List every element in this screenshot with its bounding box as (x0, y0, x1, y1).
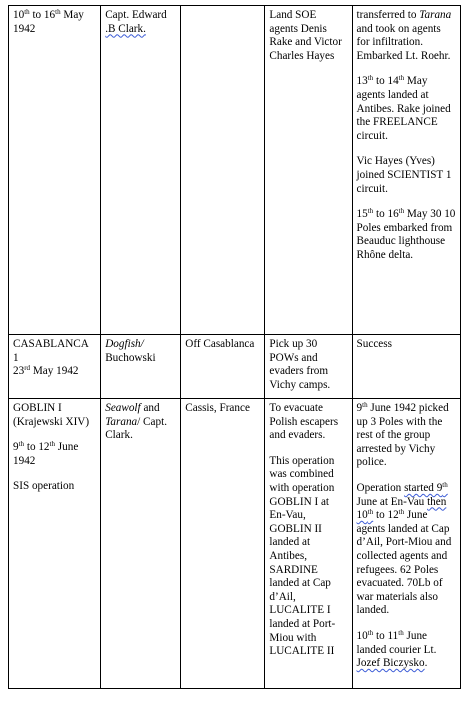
date-text: 9 (13, 441, 19, 454)
outcome-text: June at En-Vau (356, 495, 428, 508)
superscript: th (398, 628, 404, 637)
ship-cell (101, 6, 181, 335)
vessel-name: Tarana (419, 9, 452, 21)
superscript: th (398, 74, 405, 83)
spellcheck-mark (404, 482, 448, 494)
outcome-text: 10 (356, 509, 368, 522)
date-text: June (54, 441, 79, 454)
date-text: to 16 (29, 9, 56, 21)
spellcheck-mark (357, 509, 374, 521)
date-cell (9, 335, 101, 399)
date-year: 1942 (13, 454, 36, 467)
outcome-text: June 1942 picked up 3 Poles with the rest of the group arrested by Vichy police. (356, 402, 449, 469)
purpose-text: Land SOE agents Denis Rake and Victor Charles Hayes (269, 9, 342, 62)
table-row (9, 6, 461, 335)
spellcheck-mark: then (427, 495, 447, 508)
superscript: th (24, 8, 30, 16)
superscript: th (367, 628, 374, 637)
purpose-paragraph: To evacuate Polish escapers and evaders. (269, 402, 339, 442)
superscript: th (442, 480, 448, 489)
date-text (13, 441, 96, 468)
outcome-text: transferred to (356, 9, 420, 21)
outcome-text: to 16 (373, 208, 399, 221)
ship-cell (101, 335, 181, 399)
outcome-paragraph (357, 9, 456, 63)
outcome-text: to 14 (373, 75, 399, 88)
outcome-text: May agents landed at Antibes. Rake joined the FREELANCE circuit. (356, 75, 451, 142)
ship-text: Capt. Edward (105, 9, 167, 21)
spellcheck-mark: Jozef Biczysko (356, 657, 425, 670)
ship-cell (101, 399, 181, 689)
purpose-cell (265, 335, 352, 399)
outcome-paragraph (357, 75, 456, 143)
superscript: th (362, 401, 368, 409)
outcome-text: 15 (356, 208, 368, 221)
date-text: to 12 (24, 441, 50, 454)
outcome-text: to 11 (373, 629, 399, 642)
area-cell (181, 6, 265, 335)
ship-text: and (140, 402, 160, 414)
outcome-text: Success (356, 338, 392, 350)
ship-text: Buchowski (105, 351, 156, 364)
area-cell (181, 399, 265, 689)
outcome-cell (352, 6, 460, 335)
operations-table (8, 5, 461, 689)
outcome-paragraph: Vic Hayes (Yves) joined SCIENTIST 1 circuit. (356, 155, 452, 195)
superscript: th (367, 207, 374, 216)
outcome-text: 10 (356, 629, 368, 642)
superscript: th (49, 440, 55, 449)
operation-name: GOBLIN I (Krajewski XIV) (13, 402, 90, 428)
superscript: th (367, 508, 374, 517)
outcome-paragraph (357, 482, 456, 618)
outcome-text: 9 (356, 402, 363, 414)
vessel-name: Seawolf (105, 402, 141, 414)
superscript: th (398, 207, 405, 216)
superscript: th (367, 74, 374, 83)
outcome-paragraph (357, 402, 456, 470)
ship-text: .B Clark. (105, 22, 146, 35)
date-cell (9, 399, 101, 689)
superscript: th (55, 8, 61, 16)
outcome-cell (352, 335, 460, 399)
outcome-text: June landed courier Lt. (356, 629, 437, 656)
purpose-paragraph: This operation was combined with operation GOBLIN I at En-Vau, GOBLIN II landed at Antibes, SARDINE landed at Cap d’Ail, LUCALITE I landed at Port-Miou with LUCALITE II (269, 454, 336, 658)
ship-text: / Capt. Clark. (105, 415, 167, 442)
operation-type: SIS operation (13, 480, 75, 493)
purpose-text: Pick up 30 POWs and evaders from Vichy camps. (269, 338, 331, 391)
outcome-text: started 9 (404, 481, 443, 494)
outcome-paragraph (357, 208, 456, 262)
outcome-text: and took on agents for infiltration. Embarked Lt. Roehr. (356, 22, 451, 62)
date-cell (9, 6, 101, 335)
outcome-text: . (424, 657, 428, 670)
outcome-text: Operation (356, 481, 405, 494)
outcome-paragraph (357, 630, 456, 671)
table-row (9, 399, 461, 689)
superscript: th (398, 508, 405, 517)
vessel-name: Dogfish/ (105, 338, 144, 350)
outcome-text: 13 (356, 75, 368, 88)
area-text: Cassis, France (185, 402, 250, 414)
date-text: 23 (13, 365, 25, 378)
purpose-cell (265, 6, 352, 335)
area-cell (181, 335, 265, 399)
superscript: th (18, 440, 25, 449)
superscript: rd (24, 364, 31, 373)
operation-name: CASABLANCA 1 (13, 338, 89, 364)
area-text: Off Casablanca (185, 338, 255, 350)
date-text: May 1942 (30, 365, 79, 378)
outcome-cell (352, 399, 460, 689)
date-text: May (60, 9, 84, 21)
date-text: 10 (13, 9, 25, 21)
outcome-text: June agents landed at Cap d’Ail, Port-Miou and collected agents and refugees. 62 Poles evacuated. 70Lb of war materials also landed. (356, 509, 452, 617)
table-row (9, 335, 461, 399)
date-year: 1942 (13, 22, 36, 35)
outcome-text: May 30 10 Poles embarked from Beauduc lighthouse Rhône delta. (356, 208, 456, 261)
outcome-text: to 12 (373, 509, 399, 522)
purpose-cell (265, 399, 352, 689)
vessel-name: Tarana (105, 415, 138, 428)
